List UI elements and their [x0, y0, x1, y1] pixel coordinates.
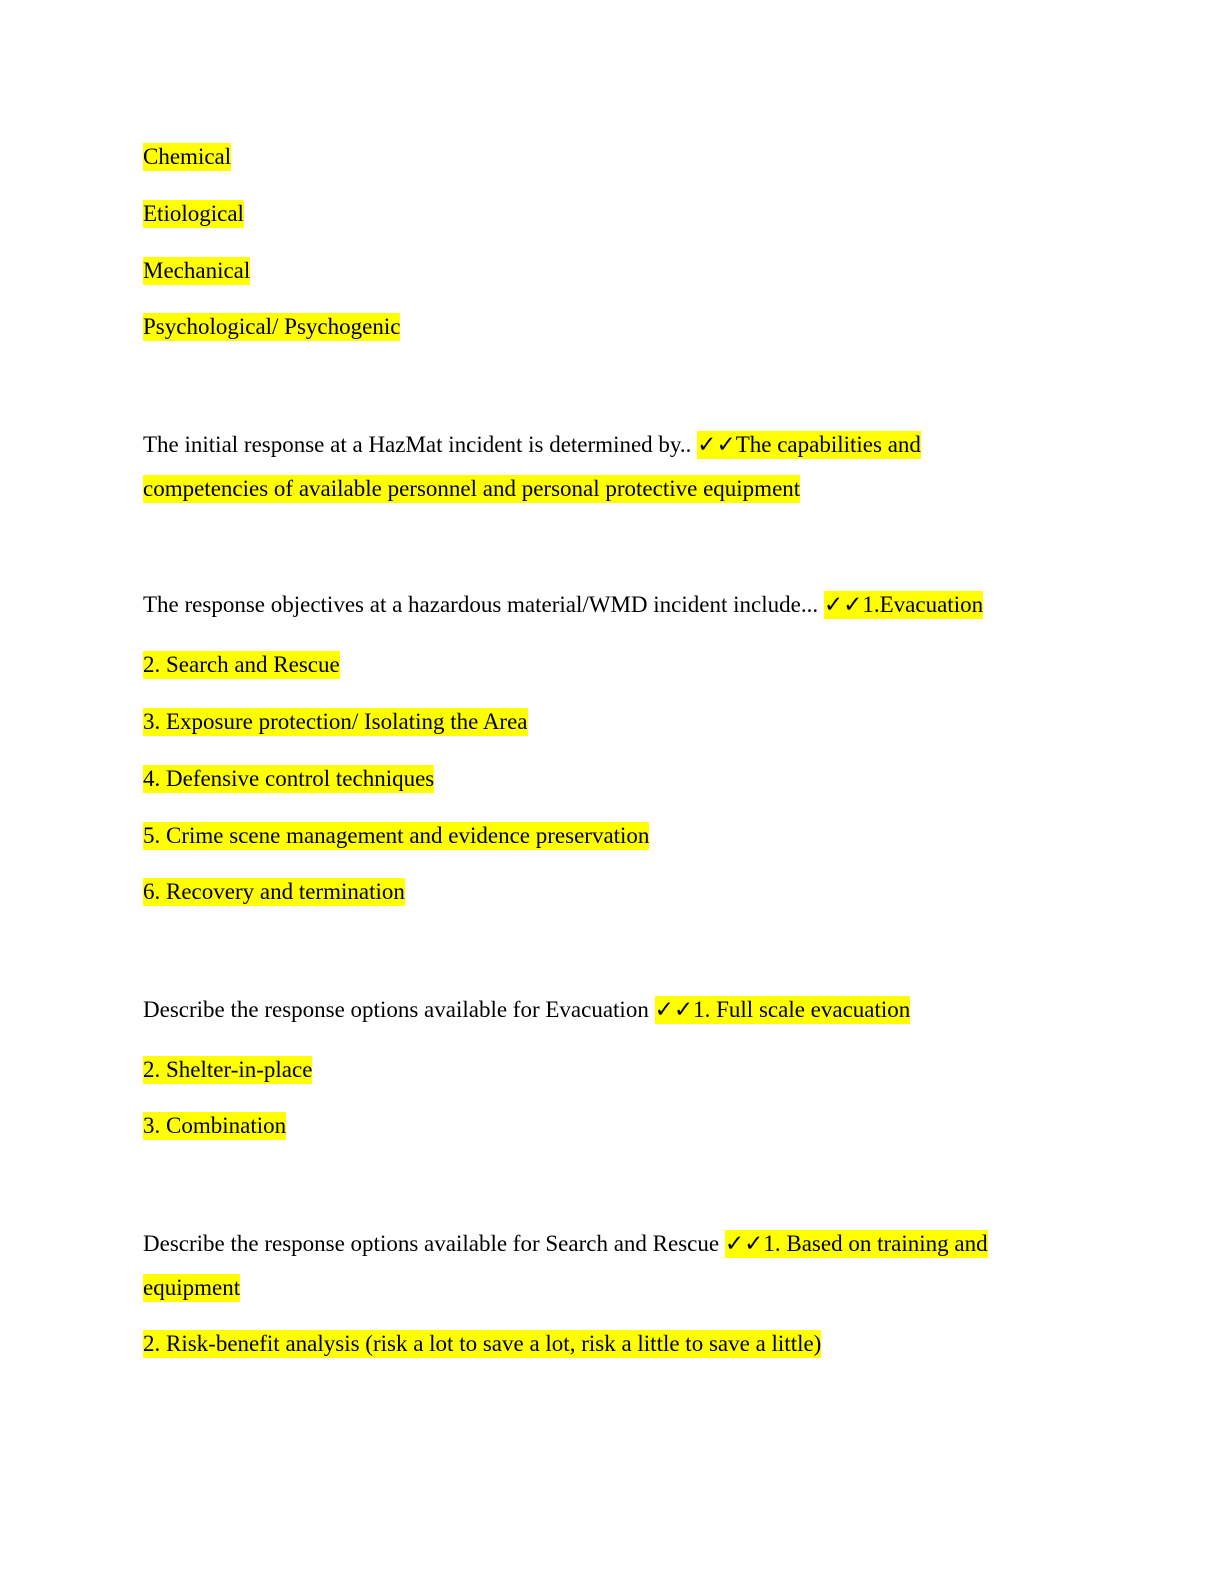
q4-answer-start: ✓✓1. Based on training and: [724, 1231, 988, 1256]
q4-question: Describe the response options available for Search and Rescue: [143, 1231, 725, 1256]
intro-item-chemical: Chemical: [143, 144, 232, 169]
q3-question-line: [143, 995, 910, 1025]
check-mark-icon: ✓✓: [724, 1231, 764, 1256]
q2-question: The response objectives at a hazardous material/WMD incident include...: [143, 592, 824, 617]
q4-answer-line2: equipment: [143, 1275, 241, 1300]
intro-item-etiological: Etiological: [143, 201, 244, 226]
q1-question-line: [143, 430, 921, 460]
q1-answer-start: ✓✓The capabilities and: [697, 432, 921, 457]
q2-item-3: 3. Exposure protection/ Isolating the Area: [143, 709, 528, 734]
q4-question-line: [143, 1229, 988, 1259]
q2-item-6: 6. Recovery and termination: [143, 879, 405, 904]
intro-item-mechanical: Mechanical: [143, 258, 251, 283]
q3-item-2: 2. Shelter-in-place: [143, 1057, 313, 1082]
q4-item-2: 2. Risk-benefit analysis (risk a lot to save a lot, risk a little to save a little): [143, 1331, 822, 1356]
q2-item-4: 4. Defensive control techniques: [143, 766, 435, 791]
check-mark-icon: ✓✓: [654, 997, 694, 1022]
q1-answer-line2: competencies of available personnel and personal protective equipment: [143, 476, 801, 501]
check-mark-icon: ✓✓: [697, 432, 736, 457]
q1-question: The initial response at a HazMat incident is determined by..: [143, 432, 698, 457]
intro-item-psychological: Psychological/ Psychogenic: [143, 314, 401, 339]
q3-question: Describe the response options available for Evacuation: [143, 997, 655, 1022]
q2-item-2: 2. Search and Rescue: [143, 652, 340, 677]
q3-item-3: 3. Combination: [143, 1113, 287, 1138]
check-mark-icon: ✓✓: [823, 592, 863, 617]
q2-answer-start: ✓✓1.Evacuation: [823, 592, 984, 617]
q2-question-line: [143, 590, 983, 620]
q3-answer-start: ✓✓1. Full scale evacuation: [654, 997, 911, 1022]
q2-item-5: 5. Crime scene management and evidence preservation: [143, 823, 650, 848]
